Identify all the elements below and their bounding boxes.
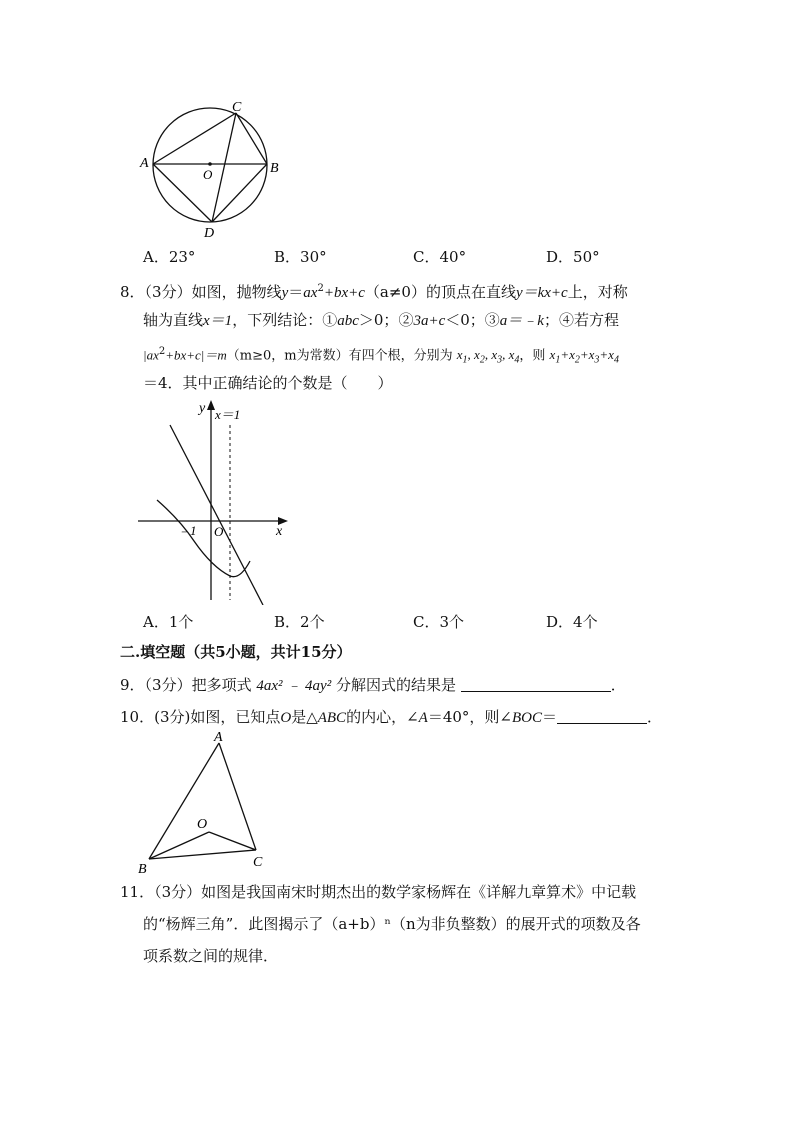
q9-end: ． [610,676,626,694]
label-b: B [270,161,279,176]
q8-c2-mark: ② [398,311,414,329]
q8-c1-mark: ① [322,311,338,329]
q11-line-1: 11．（3分）如图是我国南宋时期杰出的数学家杨辉在《详解九章算术》中记载 [120,883,637,901]
q10-triangle-figure [135,728,275,878]
q10-text-a: 10．(3分)如图，已知点 [120,708,281,726]
q8-line-3 [143,342,619,371]
q8-option-a: A．1个 [143,613,194,631]
q7-option-d: D．50° [546,248,600,266]
q8-eq-bxc: +bx+c [323,285,365,301]
label-a: A [140,156,149,171]
q10-text-e: ＝ [541,708,557,726]
segment-ab [149,743,219,859]
q8-abs-expr-a: |ax [143,347,159,363]
q10-abc: ABC [317,710,347,726]
label-x: x [276,524,283,539]
q8-option-b: B．2个 [274,613,325,631]
label-b: B [138,862,147,877]
q7-option-b: B．30° [274,248,327,266]
segment-ac [219,743,256,850]
section-2-heading: 二.填空题（共5小题，共计15分） [120,643,352,661]
q8-c4-mark: ④ [558,311,574,329]
q10-o: O [280,710,292,726]
center-dot [208,162,212,166]
q8-line-2 [143,310,619,331]
q8-c2-expr: 3a+c [413,313,446,329]
q8-eq-ax: ax [303,285,318,301]
y-axis-arrow [207,400,215,410]
label-c: C [253,855,263,870]
label-o: O [197,817,208,832]
q10-line [120,707,662,728]
q10-text-c: 的内心，∠ [346,708,419,726]
q7-option-a: A．23° [143,248,196,266]
label-origin: O [214,524,224,539]
q8-cond: （a≠0）的顶点在直线 [364,283,516,301]
label-o: O [203,167,213,182]
q8-axis-text: 轴为直线 [143,311,204,329]
q8-roots-sum: $x_1+x_2+x_3+x_4$ [549,347,619,366]
q8-abs-power: 2 [158,346,166,357]
q7-option-c: C．40° [413,248,467,266]
q8-tail1: 上，对称 [567,283,628,301]
line-y-kx-c [170,425,263,605]
label-y: y [199,401,206,416]
q8-c2-rel: ＜0； [445,311,485,329]
segment-co [209,832,256,850]
q9-poly: 4ax² ﹣ 4ay² [256,678,332,694]
q8-line-eq: y＝kx+c [515,285,568,301]
q9-text-a: 9．（3分）把多项式 [120,676,252,694]
q8-c1-rel: ＞0； [358,311,399,329]
q8-line-1 [120,279,628,303]
q8-c1-expr: abc [337,313,359,329]
parabola [157,500,250,577]
q9-line [120,675,626,696]
q11-line-3: 项系数之间的规律． [143,947,279,965]
q9-text-b: 分解因式的结果是 [335,676,456,694]
q8-number: 8． [120,283,145,301]
q8-c3-mark: ③ [484,311,500,329]
label-x-eq-1: x＝1 [215,407,241,422]
label-neg1: ﹣1 [177,523,197,538]
q8-option-c: C．3个 [413,613,465,631]
q11-line-2: 的“杨辉三角”．此图揭示了（a+b）ⁿ（n为非负整数）的展开式的项数及各 [143,915,641,933]
q8-roots-text: （m≥0，m为常数）有四个根，分别为 [226,348,453,364]
q10-answer-blank[interactable] [557,709,647,724]
q8-score: （3分）如图，抛物线 [144,283,282,301]
label-c: C [232,100,242,115]
q8-roots-list: $x_1$, $x_2$, $x_3$, $x_4$ [456,347,520,366]
q10-text-b: 是△ [291,708,318,726]
segment-cb [236,113,267,164]
q8-option-d: D．4个 [546,613,598,631]
q10-text-d: ＝40°，则∠ [427,708,512,726]
q10-end: ． [647,708,663,726]
label-a: A [214,730,223,745]
q8-c4-text: 若方程 [574,311,620,329]
q8-c3-rel: ； [543,311,559,329]
q10-boc: BOC [511,710,542,726]
q8-graph-figure [130,395,295,605]
label-d: D [204,226,215,240]
q8-eq-y: y [281,285,289,301]
q8-eq-power: 2 [317,283,324,294]
q7-circle-figure [130,95,290,240]
q9-answer-blank[interactable] [461,677,611,692]
segment-ac [153,113,236,164]
q8-conclusions-intro: ，下列结论： [232,311,323,329]
q8-then: ，则 [519,348,546,364]
q8-line-4: ＝4．其中正确结论的个数是（ ） [143,374,393,392]
q8-axis-eq: x＝1 [203,313,233,329]
q8-c3-expr: a＝﹣k [499,313,544,329]
segment-cd [212,113,236,222]
q8-eq-equals: ＝ [288,283,304,301]
q10-a: A [418,710,428,726]
q8-abs-expr-b: +bx+c|＝m [165,347,227,363]
